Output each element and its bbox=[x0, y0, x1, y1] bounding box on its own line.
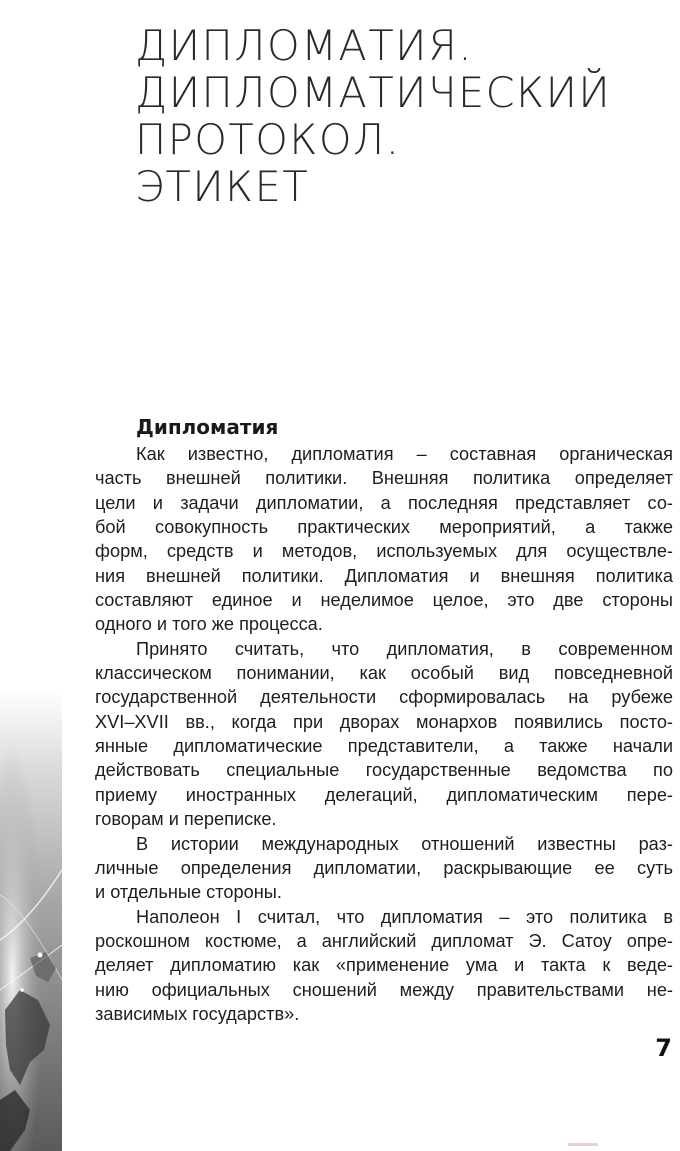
text-line: и отдельные стороны. bbox=[95, 882, 282, 903]
text-line: ния внешней политики. Дипломатия и внешняя политика bbox=[95, 565, 673, 586]
text-line: классическом понимании, как особый вид повседневной bbox=[95, 663, 673, 684]
text-line: Как известно, дипломатия – составная органическая bbox=[136, 444, 673, 464]
chapter-title bbox=[135, 22, 675, 210]
text-line: действовать специальные государственные ведомства по bbox=[95, 760, 673, 781]
text-line: нию официальных сношений между правительствами не- bbox=[95, 979, 673, 1000]
text-line: Наполеон I считал, что дипломатия – это политика в bbox=[136, 906, 673, 927]
text-line: одного и того же процесса. bbox=[95, 614, 323, 635]
chapter-title-line: ДИПЛОМАТИЯ. bbox=[135, 20, 474, 70]
globe-icon bbox=[0, 690, 62, 1151]
text-line: Принято считать, что дипломатия, в современном bbox=[136, 638, 673, 659]
text-line: В истории международных отношений известны раз- bbox=[136, 833, 673, 854]
section-heading: Дипломатия bbox=[136, 414, 279, 439]
chapter-title-line: ПРОТОКОЛ. bbox=[135, 114, 401, 164]
text-line: деляет дипломатию как «применение ума и такта к веде- bbox=[95, 955, 673, 976]
text-line: государственной деятельности сформировалась на рубеже bbox=[95, 687, 673, 708]
text-line: личные определения дипломатии, раскрывающие ее суть bbox=[95, 857, 673, 878]
text-line: говорам и переписке. bbox=[95, 809, 277, 830]
color-mark bbox=[568, 1143, 598, 1146]
text-line: зависимых государств». bbox=[95, 1003, 300, 1024]
text-line: составляют единое и неделимое целое, это две стороны bbox=[95, 590, 673, 611]
chapter-title-line: ЭТИКЕТ bbox=[135, 161, 310, 211]
page-number: 7 bbox=[655, 1034, 672, 1062]
text-line: роскошном костюме, а английский дипломат Э. Сатоу опре- bbox=[95, 930, 673, 951]
text-line: приему иностранных делегаций, дипломатическим пере- bbox=[95, 784, 673, 805]
text-line: форм, средств и методов, используемых для осуществле- bbox=[95, 541, 673, 562]
text-line: XVI–XVII вв., когда при дворах монархов появились посто- bbox=[95, 711, 673, 732]
text-line: часть внешней политики. Внешняя политика определяет bbox=[95, 468, 673, 489]
text-line: бой совокупность практических мероприятий, а также bbox=[95, 517, 673, 538]
text-line: янные дипломатические представители, а также начали bbox=[95, 736, 673, 757]
chapter-title-line: ДИПЛОМАТИЧЕСКИЙ bbox=[135, 67, 612, 117]
body-text bbox=[95, 442, 673, 1026]
text-line: цели и задачи дипломатии, а последняя представляет со- bbox=[95, 492, 673, 513]
